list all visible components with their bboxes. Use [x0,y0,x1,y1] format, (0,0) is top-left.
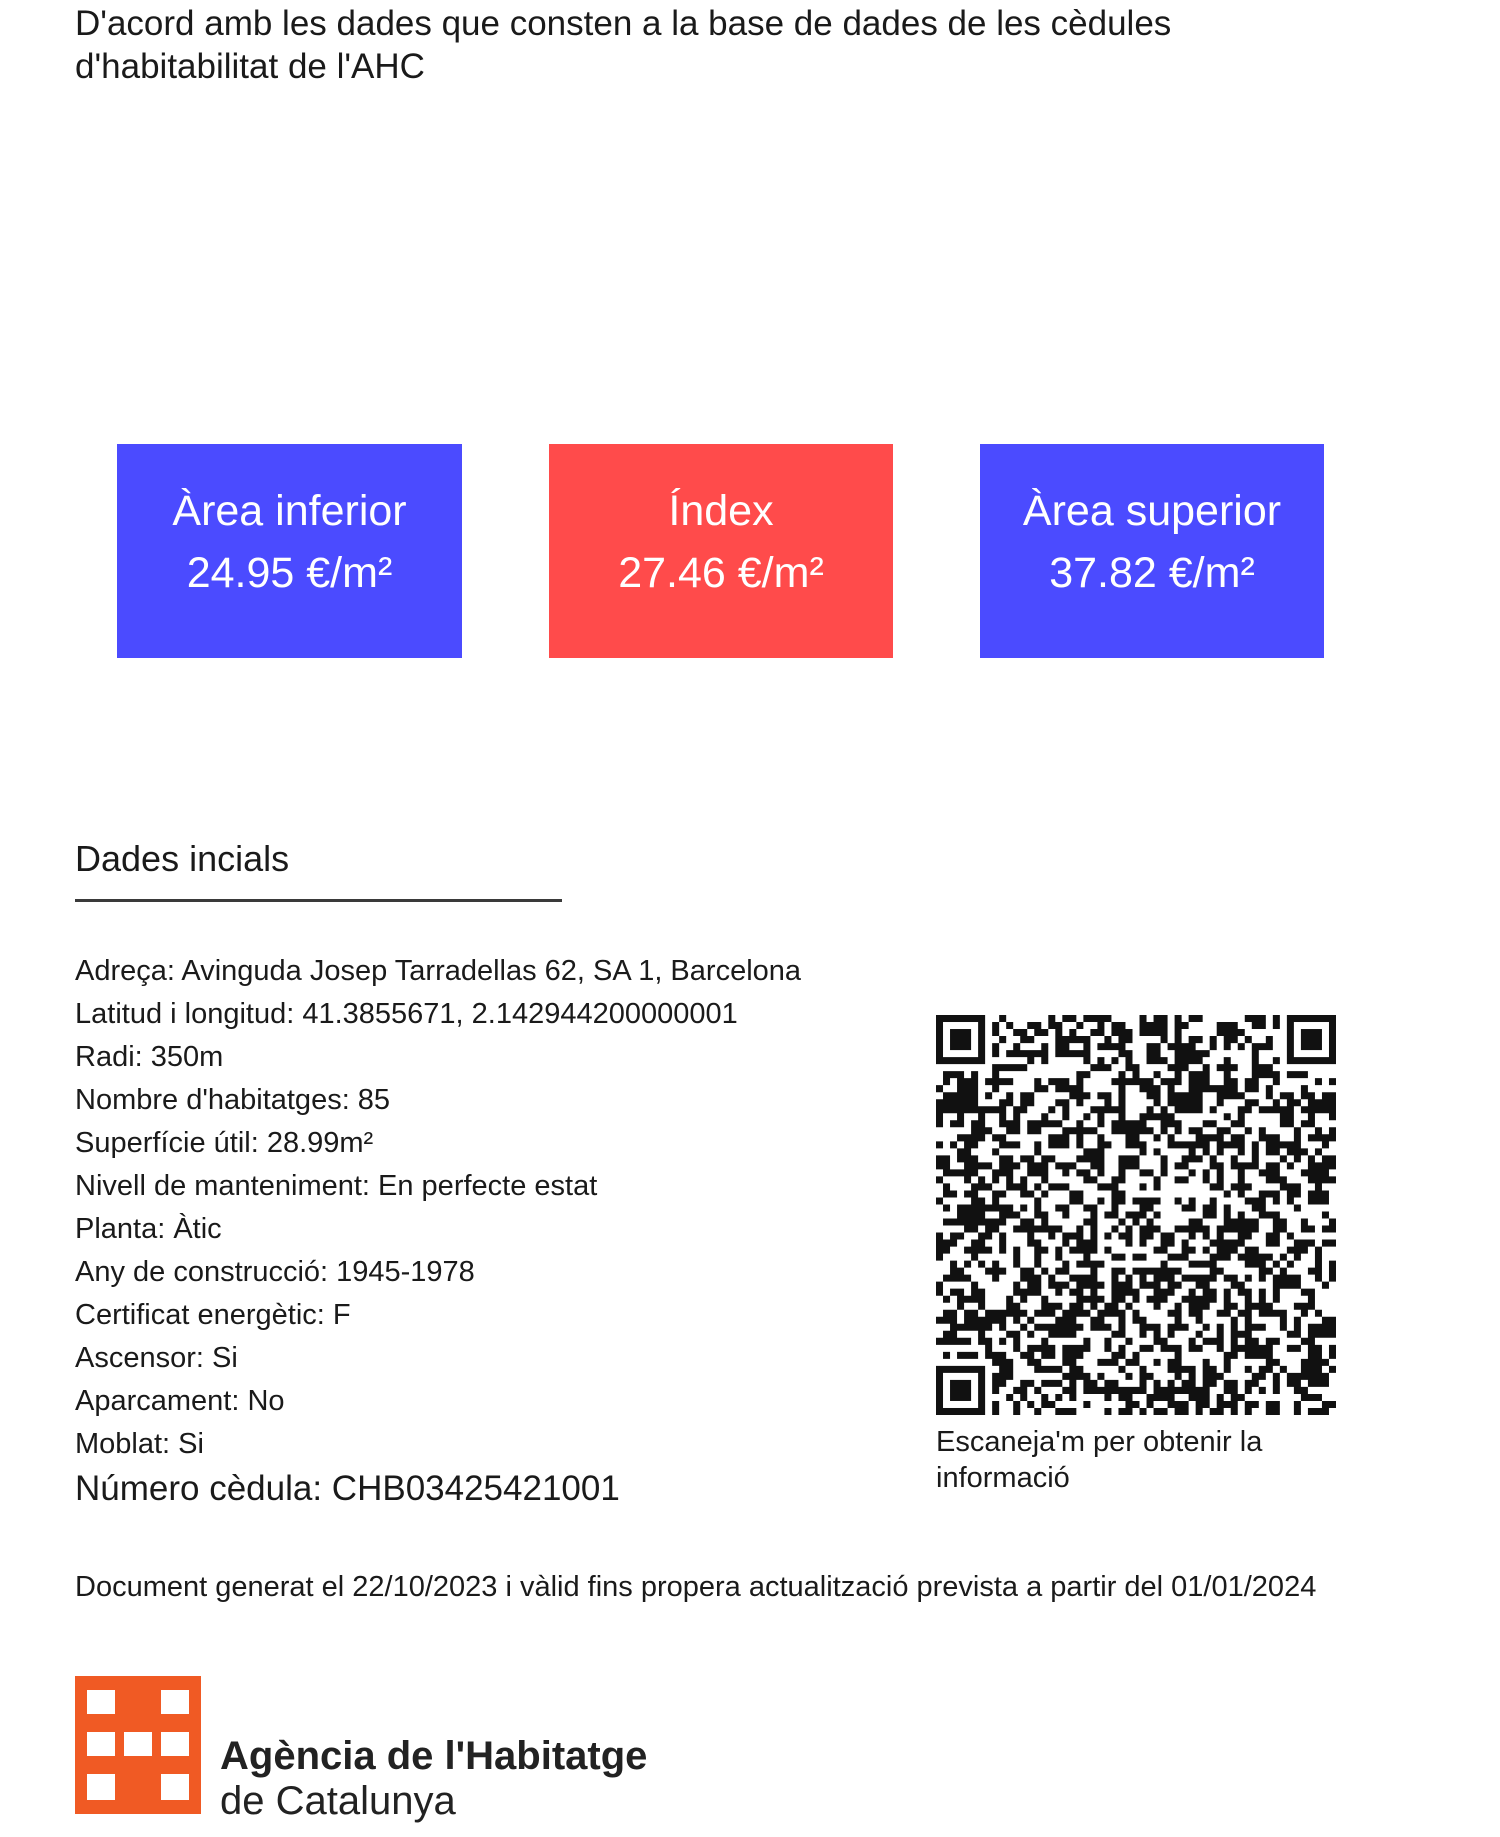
index-value: 27.46 €/m² [618,549,824,597]
lower-area-label: Àrea inferior [172,487,407,535]
logo-title: Agència de l'Habitatge [220,1734,648,1778]
logo-subtitle: de Catalunya [220,1779,456,1823]
upper-area-label: Àrea superior [1022,487,1282,535]
index-box [549,444,893,658]
lower-area-value: 24.95 €/m² [186,549,393,597]
qr-code-icon [936,1015,1336,1417]
validity-note: Document generat el 22/10/2023 i vàlid fins propera actualització prevista a partir del 01/01/2024 [75,1571,1317,1603]
detail-coordinates: Latitud i longitud: 41.3855671, 2.142944200000001 [75,998,738,1030]
detail-parking: Aparcament: No [75,1385,285,1417]
section-divider [75,899,562,902]
section-title: Dades incials [75,838,290,879]
detail-radius: Radi: 350m [75,1041,224,1073]
detail-dwellings: Nombre d'habitatges: 85 [75,1084,391,1116]
upper-area-value: 37.82 €/m² [1049,549,1255,597]
detail-construction-year: Any de construcció: 1945-1978 [75,1256,475,1288]
detail-maintenance: Nivell de manteniment: En perfecte estat [75,1170,598,1202]
qr-code[interactable] [936,1015,1336,1417]
upper-area-box [980,444,1324,658]
detail-address: Adreça: Avinguda Josep Tarradellas 62, SA 1, Barcelona [75,955,802,987]
detail-elevator: Ascensor: Si [75,1342,238,1374]
qr-caption: Escaneja'm per obtenir la informació [936,1426,1263,1494]
detail-energy-certificate: Certificat energètic: F [75,1299,351,1331]
cedula-number: Número cèdula: CHB03425421001 [75,1469,620,1508]
ahc-logo-icon [75,1676,201,1814]
lower-area-box [117,444,462,658]
index-label: Índex [668,487,774,535]
details-list [75,950,801,1466]
detail-furnished: Moblat: Si [75,1428,204,1460]
intro-text: D'acord amb les dades que consten a la base de dades de les cèdules d'habitabilitat de l'AHC [75,4,1172,86]
detail-floor: Planta: Àtic [75,1213,222,1245]
detail-surface: Superfície útil: 28.99m² [75,1127,374,1159]
